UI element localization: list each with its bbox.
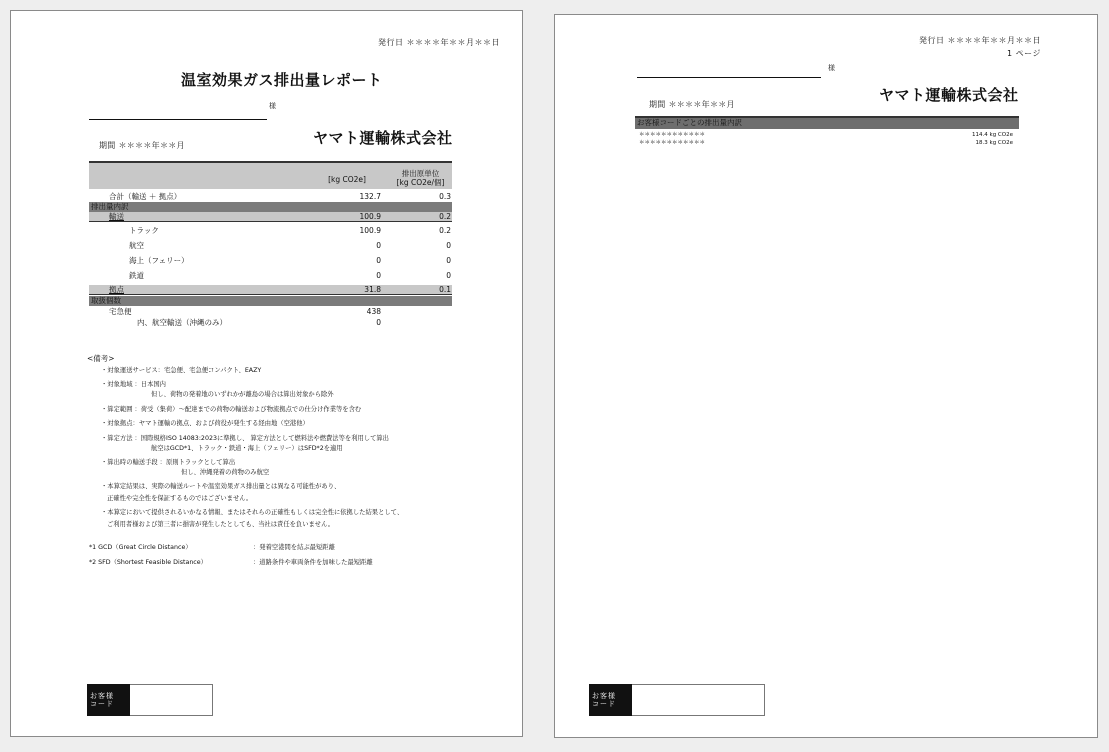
section-handled bbox=[89, 296, 452, 306]
customer-code-label bbox=[87, 684, 130, 716]
customer-row bbox=[639, 132, 1013, 139]
row-mode-truck bbox=[89, 226, 452, 236]
report-title: 温室効果ガス排出量レポート bbox=[181, 71, 383, 89]
col-emissions: [kg CO2e] bbox=[328, 175, 366, 184]
honorific: 様 bbox=[828, 64, 835, 72]
issue-date: 発行日 ＊＊＊＊年＊＊月＊＊日 bbox=[377, 38, 500, 47]
customer-emissions: 114.4 kg CO2e bbox=[972, 132, 1013, 138]
customer-code-label-line1: お客様 bbox=[90, 692, 114, 700]
report-page-2 bbox=[554, 14, 1098, 738]
company-name: ヤマト運輸株式会社 bbox=[879, 86, 1019, 104]
note-line: ・算定方法 ：国際規格ISO 14083:2023に準拠し、 算定方法として燃料法や燃費法等を利用して算出 bbox=[101, 435, 389, 442]
note-line: ・対象地域 ：日本国内 bbox=[101, 381, 166, 388]
footnote-desc: ：道路条件や車両条件を加味した最短距離 bbox=[253, 559, 373, 566]
report-page-1 bbox=[10, 10, 523, 737]
customer-code-label-line1: お客様 bbox=[592, 692, 616, 700]
footnote-term: *2 SFD（Shortest Feasible Distance） bbox=[89, 559, 207, 566]
customer-name-line bbox=[637, 77, 821, 78]
section-customer-breakdown: お客様コードごとの排出量内訳 bbox=[635, 116, 1019, 129]
row-transport bbox=[89, 212, 452, 222]
row-value-intensity: 0 bbox=[446, 256, 451, 265]
section-label: 排出量内訳 bbox=[91, 202, 129, 211]
row-value-count: 438 bbox=[366, 307, 381, 316]
section-breakdown bbox=[89, 202, 452, 212]
row-label: 内、航空輸送（沖縄のみ） bbox=[137, 318, 227, 327]
row-label: 航空 bbox=[129, 241, 144, 250]
section-label: 取扱個数 bbox=[91, 296, 121, 305]
row-value-emissions: 0 bbox=[376, 241, 381, 250]
row-value-emissions: 0 bbox=[376, 271, 381, 280]
row-mode-rail bbox=[89, 271, 452, 281]
customer-code-label-line2: コード bbox=[592, 700, 616, 708]
customer-code-field bbox=[632, 684, 765, 716]
row-value-emissions: 132.7 bbox=[359, 192, 381, 201]
row-label: 輸送 bbox=[109, 212, 124, 221]
row-label: 鉄道 bbox=[129, 271, 144, 280]
customer-code-box bbox=[87, 684, 213, 716]
report-period: 期間 ＊＊＊＊年＊＊月 bbox=[99, 141, 185, 150]
note-line: 正確性や完全性を保証するものではございません。 bbox=[107, 495, 253, 502]
row-mode-ferry bbox=[89, 256, 452, 266]
note-line: 但し、沖縄発着の荷物のみ航空 bbox=[181, 469, 270, 476]
row-value-intensity: 0.2 bbox=[439, 212, 451, 221]
customer-code-label bbox=[589, 684, 632, 716]
note-line: 航空はGCD*1、トラック・鉄道・海上（フェリー）はSFD*2を適用 bbox=[151, 445, 343, 452]
row-label: 合計（輸送 ＋ 拠点） bbox=[109, 192, 182, 201]
row-mode-air bbox=[89, 241, 452, 251]
row-value-count: 0 bbox=[376, 318, 381, 327]
page-number: 1 ページ bbox=[1007, 49, 1041, 58]
row-value-intensity: 0.2 bbox=[439, 226, 451, 235]
footnote-term: *1 GCD（Great Circle Distance） bbox=[89, 544, 192, 551]
footnote-desc: ：発着空港間を結ぶ最短距離 bbox=[253, 544, 335, 551]
row-value-intensity: 0.3 bbox=[439, 192, 451, 201]
customer-name-line bbox=[89, 119, 267, 120]
row-label: 海上（フェリー） bbox=[129, 256, 189, 265]
row-takkyubin bbox=[89, 307, 452, 317]
issue-date: 発行日 ＊＊＊＊年＊＊月＊＊日 bbox=[918, 36, 1041, 45]
row-label: トラック bbox=[129, 226, 159, 235]
row-air-okinawa bbox=[89, 318, 452, 328]
row-value-emissions: 100.9 bbox=[359, 212, 381, 221]
customer-code: ＊＊＊＊＊＊＊＊＊＊＊＊ bbox=[639, 140, 706, 146]
customer-code-label-line2: コード bbox=[90, 700, 114, 708]
note-line: ・算定範囲 ：荷受（集荷）～配達までの荷物の輸送および物流拠点での仕分け作業等を含む bbox=[101, 406, 362, 413]
table-header bbox=[89, 161, 452, 189]
row-value-intensity: 0.1 bbox=[439, 285, 451, 294]
row-value-emissions: 100.9 bbox=[359, 226, 381, 235]
note-line: 但し、荷物の発着地のいずれかが離島の場合は算出対象から除外 bbox=[151, 391, 334, 398]
row-label: 拠点 bbox=[109, 285, 124, 294]
row-value-intensity: 0 bbox=[446, 271, 451, 280]
company-name: ヤマト運輸株式会社 bbox=[313, 129, 453, 147]
row-label: 宅急便 bbox=[109, 307, 132, 316]
row-value-emissions: 31.8 bbox=[364, 285, 381, 294]
customer-code-box bbox=[589, 684, 765, 716]
report-period: 期間 ＊＊＊＊年＊＊月 bbox=[649, 100, 735, 109]
customer-code-field bbox=[130, 684, 213, 716]
row-total bbox=[89, 192, 452, 202]
customer-row bbox=[639, 140, 1013, 147]
note-line: ・対象拠点：ヤマト運輸の拠点、および荷役が発生する経由地（空港他） bbox=[101, 420, 309, 427]
honorific: 様 bbox=[269, 102, 276, 110]
note-line: ・本算定において提供されるいかなる情報、またはそれらの正確性もしくは完全性に依拠した結果として、 bbox=[101, 509, 404, 516]
customer-emissions: 18.3 kg CO2e bbox=[975, 140, 1013, 146]
customer-code: ＊＊＊＊＊＊＊＊＊＊＊＊ bbox=[639, 132, 706, 138]
row-value-intensity: 0 bbox=[446, 241, 451, 250]
note-line: ・本算定結果は、実際の輸送ルートや温室効果ガス排出量とは異なる可能性があり、 bbox=[101, 483, 341, 490]
note-line: ・対象運送サービス：宅急便、宅急便コンパクト、EAZY bbox=[101, 367, 262, 374]
col-intensity-line1: 排出原単位 bbox=[401, 169, 440, 178]
row-value-emissions: 0 bbox=[376, 256, 381, 265]
col-intensity-line2: [kg CO2e/個] bbox=[396, 178, 445, 187]
row-base bbox=[89, 285, 452, 295]
note-line: ・算出時の輸送手段 ：原則トラックとして算出 bbox=[101, 459, 236, 466]
notes-title: <備考> bbox=[87, 354, 115, 363]
note-line: ご利用者様および第三者に損害が発生したとしても、当社は責任を負いません。 bbox=[107, 521, 335, 528]
